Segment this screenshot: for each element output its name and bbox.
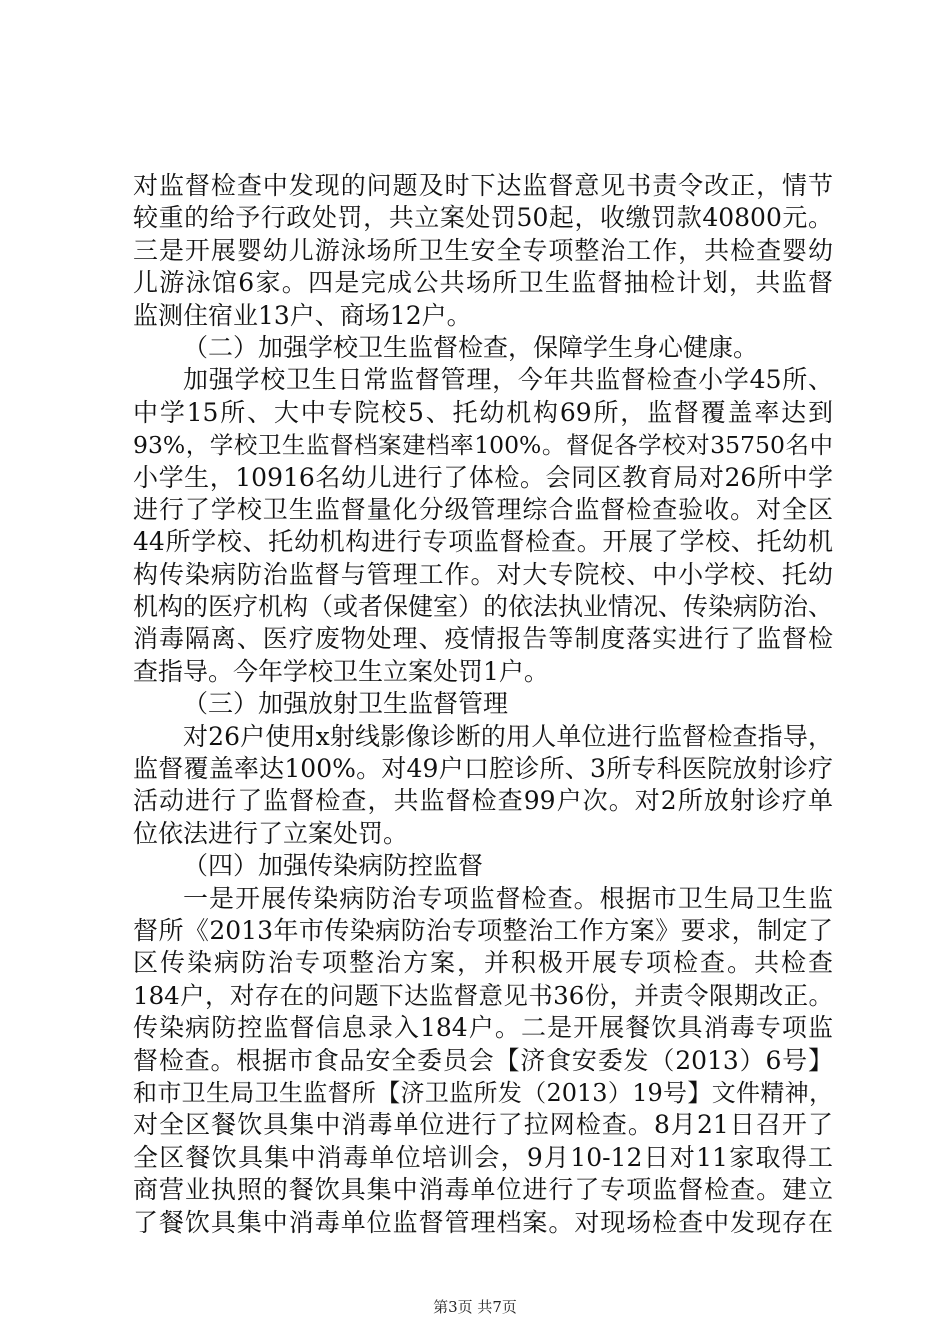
text-line: 184户，对存在的问题下达监督意见书36份，并责令限期改正。	[133, 980, 833, 1010]
text-line: 消毒隔离、医疗废物处理、疫情报告等制度落实进行了监督检	[133, 624, 833, 654]
text-line: 对全区餐饮具集中消毒单位进行了拉网检查。8月21日召开了	[133, 1110, 833, 1140]
text-line: 儿游泳馆6家。四是完成公共场所卫生监督抽检计划，共监督	[133, 268, 833, 298]
text-line: 全区餐饮具集中消毒单位培训会，9月10-12日对11家取得工	[133, 1142, 833, 1172]
text-line: （四）加强传染病防控监督	[183, 851, 484, 881]
text-line: 一是开展传染病防治专项监督检查。根据市卫生局卫生监	[183, 883, 833, 913]
page-footer	[0, 1296, 950, 1317]
text-line: 较重的给予行政处罚，共立案处罚50起，收缴罚款40800元。	[133, 203, 833, 233]
text-line: 中学15所、大中专院校5、托幼机构69所，监督覆盖率达到	[133, 397, 833, 427]
text-line: 机构的医疗机构（或者保健室）的依法执业情况、传染病防治、	[133, 592, 834, 622]
text-line: 了餐饮具集中消毒单位监督管理档案。对现场检查中发现存在	[133, 1207, 833, 1237]
text-line: 加强学校卫生日常监督管理，今年共监督检查小学45所、	[183, 365, 833, 395]
text-line: 构传染病防治监督与管理工作。对大专院校、中小学校、托幼	[133, 559, 833, 589]
text-line: 区传染病防治专项整治方案，并积极开展专项检查。共检查	[133, 948, 833, 978]
text-line: 对监督检查中发现的问题及时下达监督意见书责令改正，情节	[133, 171, 833, 200]
text-line: 小学生，10916名幼儿进行了体检。会同区教育局对26所中学	[133, 462, 833, 492]
text-line: 44所学校、托幼机构进行专项监督检查。开展了学校、托幼机	[133, 527, 833, 557]
text-line: 进行了学校卫生监督量化分级管理综合监督检查验收。对全区	[133, 494, 833, 524]
text-line: 活动进行了监督检查，共监督检查99户次。对2所放射诊疗单	[133, 786, 833, 816]
text-line: （二）加强学校卫生监督检查，保障学生身心健康。	[183, 332, 759, 362]
text-line: 位依法进行了立案处罚。	[133, 818, 409, 848]
text-line: 商营业执照的餐饮具集中消毒单位进行了专项监督检查。建立	[133, 1175, 833, 1205]
text-line: 查指导。今年学校卫生立案处罚1户。	[133, 656, 549, 686]
text-line: 督检查。根据市食品安全委员会【济食安委发（2013）6号】	[133, 1045, 833, 1075]
text-line: 三是开展婴幼儿游泳场所卫生安全专项整治工作，共检查婴幼	[133, 235, 833, 265]
text-line: 监督覆盖率达100%。对49户口腔诊所、3所专科医院放射诊疗	[133, 754, 833, 784]
page-number-label: 第3页 共7页	[433, 1298, 517, 1316]
text-line: 督所《2013年市传染病防治专项整治工作方案》要求，制定了	[133, 915, 833, 945]
text-line: 传染病防控监督信息录入184户。二是开展餐饮具消毒专项监	[133, 1013, 833, 1043]
text-line: 93%，学校卫生监督档案建档率100%。督促各学校对35750名中	[133, 431, 833, 460]
text-line: 和市卫生局卫生监督所【济卫监所发（2013）19号】文件精神，	[133, 1078, 833, 1107]
document-body	[133, 170, 833, 1239]
text-line: （三）加强放射卫生监督管理	[183, 689, 509, 719]
text-line: 监测住宿业13户、商场12户。	[133, 300, 472, 330]
text-line: 对26户使用x射线影像诊断的用人单位进行监督检查指导，	[183, 721, 833, 751]
